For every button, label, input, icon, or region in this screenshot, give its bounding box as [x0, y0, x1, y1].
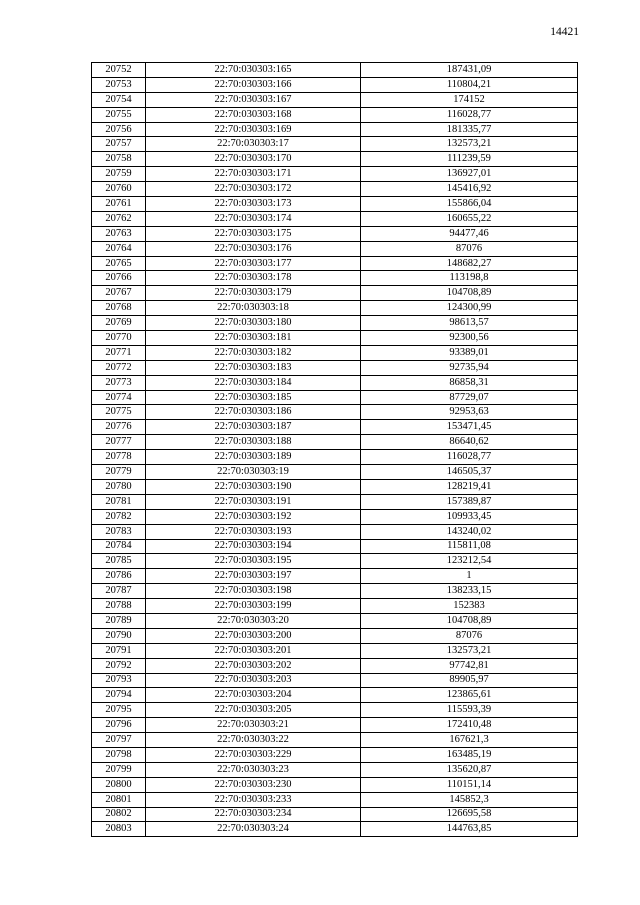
cadastral-number-cell: 22:70:030303:165 — [146, 63, 361, 78]
cadastral-value-cell: 157389,87 — [361, 494, 578, 509]
cadastral-value-cell: 94477,46 — [361, 226, 578, 241]
table-row — [92, 375, 578, 390]
cadastral-value-cell: 110804,21 — [361, 77, 578, 92]
table-row — [92, 107, 578, 122]
table-body — [92, 63, 578, 837]
table-row — [92, 450, 578, 465]
cadastral-number-cell: 22:70:030303:22 — [146, 733, 361, 748]
cadastral-value-cell: 167621,3 — [361, 733, 578, 748]
cadastral-value-cell: 98613,57 — [361, 316, 578, 331]
cadastral-value-cell: 138233,15 — [361, 584, 578, 599]
table-row — [92, 92, 578, 107]
row-number-cell: 20773 — [92, 375, 146, 390]
table-row — [92, 167, 578, 182]
cadastral-value-cell: 1 — [361, 569, 578, 584]
cadastral-value-cell: 187431,09 — [361, 63, 578, 78]
row-number-cell: 20778 — [92, 450, 146, 465]
row-number-cell: 20795 — [92, 703, 146, 718]
cadastral-value-cell: 92300,56 — [361, 331, 578, 346]
cadastral-value-cell: 97742,81 — [361, 658, 578, 673]
table-row — [92, 613, 578, 628]
cadastral-value-cell: 87076 — [361, 628, 578, 643]
cadastral-number-cell: 22:70:030303:204 — [146, 688, 361, 703]
row-number-cell: 20752 — [92, 63, 146, 78]
table-row — [92, 405, 578, 420]
table-row — [92, 211, 578, 226]
cadastral-number-cell: 22:70:030303:230 — [146, 777, 361, 792]
table-row — [92, 345, 578, 360]
row-number-cell: 20797 — [92, 733, 146, 748]
cadastral-value-table — [91, 62, 578, 837]
cadastral-value-cell: 109933,45 — [361, 509, 578, 524]
row-number-cell: 20768 — [92, 301, 146, 316]
cadastral-number-cell: 22:70:030303:172 — [146, 182, 361, 197]
table-row — [92, 77, 578, 92]
cadastral-number-cell: 22:70:030303:234 — [146, 807, 361, 822]
cadastral-number-cell: 22:70:030303:167 — [146, 92, 361, 107]
cadastral-number-cell: 22:70:030303:200 — [146, 628, 361, 643]
cadastral-value-cell: 132573,21 — [361, 643, 578, 658]
row-number-cell: 20754 — [92, 92, 146, 107]
row-number-cell: 20794 — [92, 688, 146, 703]
table-row — [92, 539, 578, 554]
cadastral-value-cell: 145416,92 — [361, 182, 578, 197]
cadastral-value-cell: 160655,22 — [361, 211, 578, 226]
cadastral-number-cell: 22:70:030303:169 — [146, 122, 361, 137]
table-row — [92, 628, 578, 643]
row-number-cell: 20788 — [92, 599, 146, 614]
row-number-cell: 20769 — [92, 316, 146, 331]
table-row — [92, 182, 578, 197]
cadastral-number-cell: 22:70:030303:229 — [146, 747, 361, 762]
cadastral-number-cell: 22:70:030303:171 — [146, 167, 361, 182]
row-number-cell: 20772 — [92, 360, 146, 375]
table-row — [92, 822, 578, 837]
cadastral-number-cell: 22:70:030303:174 — [146, 211, 361, 226]
table-row — [92, 197, 578, 212]
row-number-cell: 20766 — [92, 271, 146, 286]
row-number-cell: 20765 — [92, 256, 146, 271]
cadastral-number-cell: 22:70:030303:195 — [146, 554, 361, 569]
cadastral-value-cell: 124300,99 — [361, 301, 578, 316]
row-number-cell: 20776 — [92, 420, 146, 435]
cadastral-value-cell: 89905,97 — [361, 673, 578, 688]
cadastral-number-cell: 22:70:030303:24 — [146, 822, 361, 837]
row-number-cell: 20790 — [92, 628, 146, 643]
cadastral-number-cell: 22:70:030303:178 — [146, 271, 361, 286]
table-row — [92, 226, 578, 241]
cadastral-value-cell: 92953,63 — [361, 405, 578, 420]
cadastral-value-cell: 153471,45 — [361, 420, 578, 435]
cadastral-value-cell: 126695,58 — [361, 807, 578, 822]
row-number-cell: 20770 — [92, 331, 146, 346]
table-row — [92, 747, 578, 762]
cadastral-number-cell: 22:70:030303:190 — [146, 479, 361, 494]
cadastral-number-cell: 22:70:030303:183 — [146, 360, 361, 375]
table-row — [92, 435, 578, 450]
row-number-cell: 20800 — [92, 777, 146, 792]
cadastral-number-cell: 22:70:030303:192 — [146, 509, 361, 524]
cadastral-value-cell: 181335,77 — [361, 122, 578, 137]
cadastral-number-cell: 22:70:030303:175 — [146, 226, 361, 241]
cadastral-number-cell: 22:70:030303:186 — [146, 405, 361, 420]
table-row — [92, 703, 578, 718]
table-row — [92, 271, 578, 286]
cadastral-number-cell: 22:70:030303:168 — [146, 107, 361, 122]
row-number-cell: 20798 — [92, 747, 146, 762]
table-row — [92, 792, 578, 807]
table-row — [92, 465, 578, 480]
cadastral-number-cell: 22:70:030303:18 — [146, 301, 361, 316]
cadastral-value-cell: 123865,61 — [361, 688, 578, 703]
row-number-cell: 20783 — [92, 524, 146, 539]
cadastral-number-cell: 22:70:030303:201 — [146, 643, 361, 658]
cadastral-number-cell: 22:70:030303:185 — [146, 390, 361, 405]
table-row — [92, 733, 578, 748]
cadastral-value-cell: 115811,08 — [361, 539, 578, 554]
cadastral-value-cell: 152383 — [361, 599, 578, 614]
row-number-cell: 20761 — [92, 197, 146, 212]
cadastral-number-cell: 22:70:030303:191 — [146, 494, 361, 509]
row-number-cell: 20787 — [92, 584, 146, 599]
cadastral-number-cell: 22:70:030303:188 — [146, 435, 361, 450]
table-row — [92, 524, 578, 539]
table-row — [92, 152, 578, 167]
table-row — [92, 599, 578, 614]
table-row — [92, 643, 578, 658]
cadastral-value-cell: 115593,39 — [361, 703, 578, 718]
cadastral-number-cell: 22:70:030303:194 — [146, 539, 361, 554]
row-number-cell: 20758 — [92, 152, 146, 167]
table-row — [92, 301, 578, 316]
row-number-cell: 20796 — [92, 718, 146, 733]
row-number-cell: 20759 — [92, 167, 146, 182]
cadastral-value-cell: 113198,8 — [361, 271, 578, 286]
cadastral-value-cell: 86858,31 — [361, 375, 578, 390]
row-number-cell: 20779 — [92, 465, 146, 480]
row-number-cell: 20792 — [92, 658, 146, 673]
row-number-cell: 20753 — [92, 77, 146, 92]
cadastral-number-cell: 22:70:030303:19 — [146, 465, 361, 480]
cadastral-number-cell: 22:70:030303:203 — [146, 673, 361, 688]
row-number-cell: 20785 — [92, 554, 146, 569]
table-row — [92, 420, 578, 435]
cadastral-value-cell: 155866,04 — [361, 197, 578, 212]
table-row — [92, 718, 578, 733]
cadastral-number-cell: 22:70:030303:179 — [146, 286, 361, 301]
table-row — [92, 777, 578, 792]
row-number-cell: 20784 — [92, 539, 146, 554]
cadastral-value-cell: 174152 — [361, 92, 578, 107]
cadastral-number-cell: 22:70:030303:193 — [146, 524, 361, 539]
row-number-cell: 20781 — [92, 494, 146, 509]
table-row — [92, 569, 578, 584]
row-number-cell: 20763 — [92, 226, 146, 241]
cadastral-value-cell: 92735,94 — [361, 360, 578, 375]
row-number-cell: 20762 — [92, 211, 146, 226]
table-row — [92, 479, 578, 494]
table-row — [92, 390, 578, 405]
table-row — [92, 762, 578, 777]
row-number-cell: 20789 — [92, 613, 146, 628]
cadastral-number-cell: 22:70:030303:20 — [146, 613, 361, 628]
cadastral-number-cell: 22:70:030303:23 — [146, 762, 361, 777]
table-row — [92, 554, 578, 569]
cadastral-value-cell: 104708,89 — [361, 613, 578, 628]
cadastral-number-cell: 22:70:030303:202 — [146, 658, 361, 673]
cadastral-value-cell: 163485,19 — [361, 747, 578, 762]
cadastral-value-cell: 172410,48 — [361, 718, 578, 733]
row-number-cell: 20771 — [92, 345, 146, 360]
cadastral-number-cell: 22:70:030303:17 — [146, 137, 361, 152]
cadastral-number-cell: 22:70:030303:199 — [146, 599, 361, 614]
row-number-cell: 20801 — [92, 792, 146, 807]
cadastral-value-cell: 86640,62 — [361, 435, 578, 450]
cadastral-number-cell: 22:70:030303:177 — [146, 256, 361, 271]
table-row — [92, 658, 578, 673]
cadastral-number-cell: 22:70:030303:205 — [146, 703, 361, 718]
cadastral-value-cell: 116028,77 — [361, 450, 578, 465]
page-number: 14421 — [550, 26, 579, 38]
cadastral-number-cell: 22:70:030303:233 — [146, 792, 361, 807]
table-row — [92, 63, 578, 78]
cadastral-value-cell: 148682,27 — [361, 256, 578, 271]
cadastral-number-cell: 22:70:030303:198 — [146, 584, 361, 599]
table-row — [92, 316, 578, 331]
row-number-cell: 20802 — [92, 807, 146, 822]
cadastral-number-cell: 22:70:030303:181 — [146, 331, 361, 346]
cadastral-number-cell: 22:70:030303:21 — [146, 718, 361, 733]
row-number-cell: 20777 — [92, 435, 146, 450]
table-row — [92, 494, 578, 509]
cadastral-value-cell: 123212,54 — [361, 554, 578, 569]
table-row — [92, 584, 578, 599]
cadastral-value-cell: 87076 — [361, 241, 578, 256]
table-row — [92, 360, 578, 375]
cadastral-value-cell: 144763,85 — [361, 822, 578, 837]
table-row — [92, 286, 578, 301]
cadastral-number-cell: 22:70:030303:176 — [146, 241, 361, 256]
cadastral-value-cell: 136927,01 — [361, 167, 578, 182]
cadastral-value-cell: 145852,3 — [361, 792, 578, 807]
table-row — [92, 331, 578, 346]
cadastral-number-cell: 22:70:030303:173 — [146, 197, 361, 212]
cadastral-value-cell: 128219,41 — [361, 479, 578, 494]
table-row — [92, 688, 578, 703]
row-number-cell: 20767 — [92, 286, 146, 301]
cadastral-number-cell: 22:70:030303:184 — [146, 375, 361, 390]
cadastral-number-cell: 22:70:030303:182 — [146, 345, 361, 360]
table-row — [92, 509, 578, 524]
row-number-cell: 20786 — [92, 569, 146, 584]
row-number-cell: 20755 — [92, 107, 146, 122]
cadastral-value-cell: 110151,14 — [361, 777, 578, 792]
cadastral-value-cell: 116028,77 — [361, 107, 578, 122]
row-number-cell: 20764 — [92, 241, 146, 256]
table-row — [92, 241, 578, 256]
row-number-cell: 20791 — [92, 643, 146, 658]
table-row — [92, 256, 578, 271]
cadastral-value-cell: 87729,07 — [361, 390, 578, 405]
row-number-cell: 20775 — [92, 405, 146, 420]
cadastral-value-cell: 132573,21 — [361, 137, 578, 152]
row-number-cell: 20782 — [92, 509, 146, 524]
cadastral-value-cell: 146505,37 — [361, 465, 578, 480]
row-number-cell: 20774 — [92, 390, 146, 405]
row-number-cell: 20803 — [92, 822, 146, 837]
cadastral-number-cell: 22:70:030303:180 — [146, 316, 361, 331]
table-row — [92, 122, 578, 137]
row-number-cell: 20799 — [92, 762, 146, 777]
cadastral-number-cell: 22:70:030303:166 — [146, 77, 361, 92]
cadastral-value-cell: 111239,59 — [361, 152, 578, 167]
row-number-cell: 20757 — [92, 137, 146, 152]
cadastral-value-cell: 93389,01 — [361, 345, 578, 360]
cadastral-value-cell: 135620,87 — [361, 762, 578, 777]
table-row — [92, 807, 578, 822]
row-number-cell: 20760 — [92, 182, 146, 197]
cadastral-number-cell: 22:70:030303:189 — [146, 450, 361, 465]
row-number-cell: 20793 — [92, 673, 146, 688]
cadastral-number-cell: 22:70:030303:197 — [146, 569, 361, 584]
cadastral-number-cell: 22:70:030303:170 — [146, 152, 361, 167]
table-row — [92, 673, 578, 688]
row-number-cell: 20780 — [92, 479, 146, 494]
row-number-cell: 20756 — [92, 122, 146, 137]
cadastral-number-cell: 22:70:030303:187 — [146, 420, 361, 435]
table-row — [92, 137, 578, 152]
cadastral-value-cell: 104708,89 — [361, 286, 578, 301]
cadastral-value-cell: 143240,02 — [361, 524, 578, 539]
